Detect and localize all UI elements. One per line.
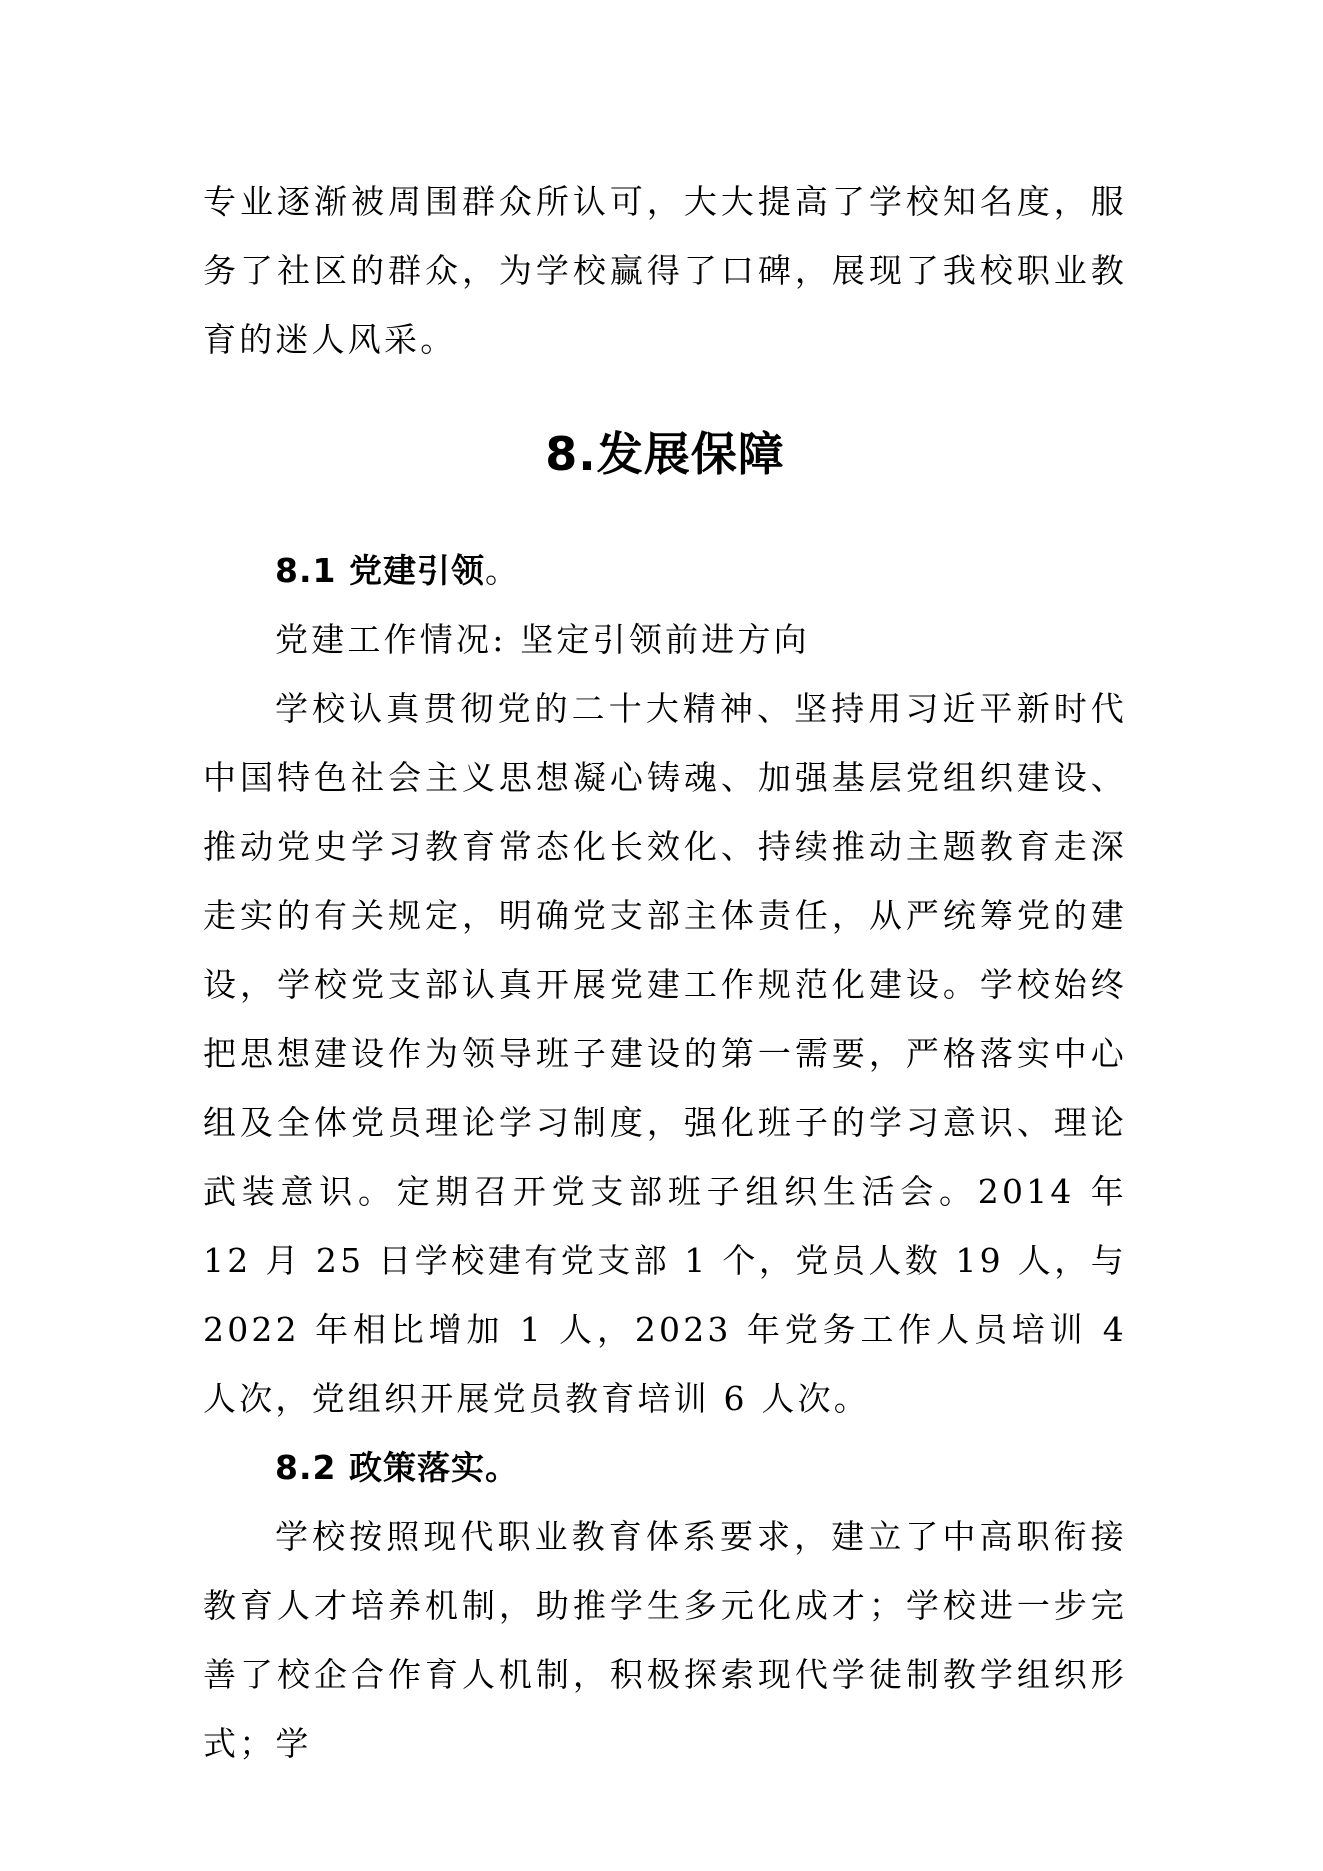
section-8-1-heading: [203, 536, 1127, 605]
chapter-title: 8.发展保障: [545, 427, 785, 481]
page-content: [203, 167, 1127, 1778]
section-8-1-body: 学校认真贯彻党的二十大精神、坚持用习近平新时代中国特色社会主义思想凝心铸魂、加强基层党组织建设、推动党史学习教育常态化长效化、持续推动主题教育走深走实的有关规定，明确党支部主体责任，从严统筹党的建设，学校党支部认真开展党建工作规范化建设。学校始终把思想建设作为领导班子建设的第一需要，严格落实中心组及全体党员理论学习制度，强化班子的学习意识、理论武装意识。定期召开党支部班子组织生活会。2014 年 12 月 25 日学校建有党支部 1 个，党员人数 19 人，与 2022 年相比增加 1 人，2023 年党务工作人员培训 4 人次，党组织开展党员教育培训 6 人次。: [203, 689, 1127, 1418]
section-8-2-heading: 8.2 政策落实。: [275, 1448, 519, 1487]
intro-paragraph: 专业逐渐被周围群众所认可，大大提高了学校知名度，服务了社区的群众，为学校赢得了口碑，展现了我校职业教育的迷人风采。: [203, 182, 1127, 359]
section-8-1-subtitle: 党建工作情况: 坚定引领前进方向: [275, 620, 810, 659]
section-8-2-body: 学校按照现代职业教育体系要求，建立了中高职衔接教育人才培养机制，助推学生多元化成才；学校进一步完善了校企合作育人机制，积极探索现代学徒制教学组织形式；学: [203, 1517, 1127, 1763]
section-8-1-heading-text: 8.1 党建引领: [275, 551, 485, 590]
section-8-1-heading-tail: 。: [484, 551, 519, 590]
